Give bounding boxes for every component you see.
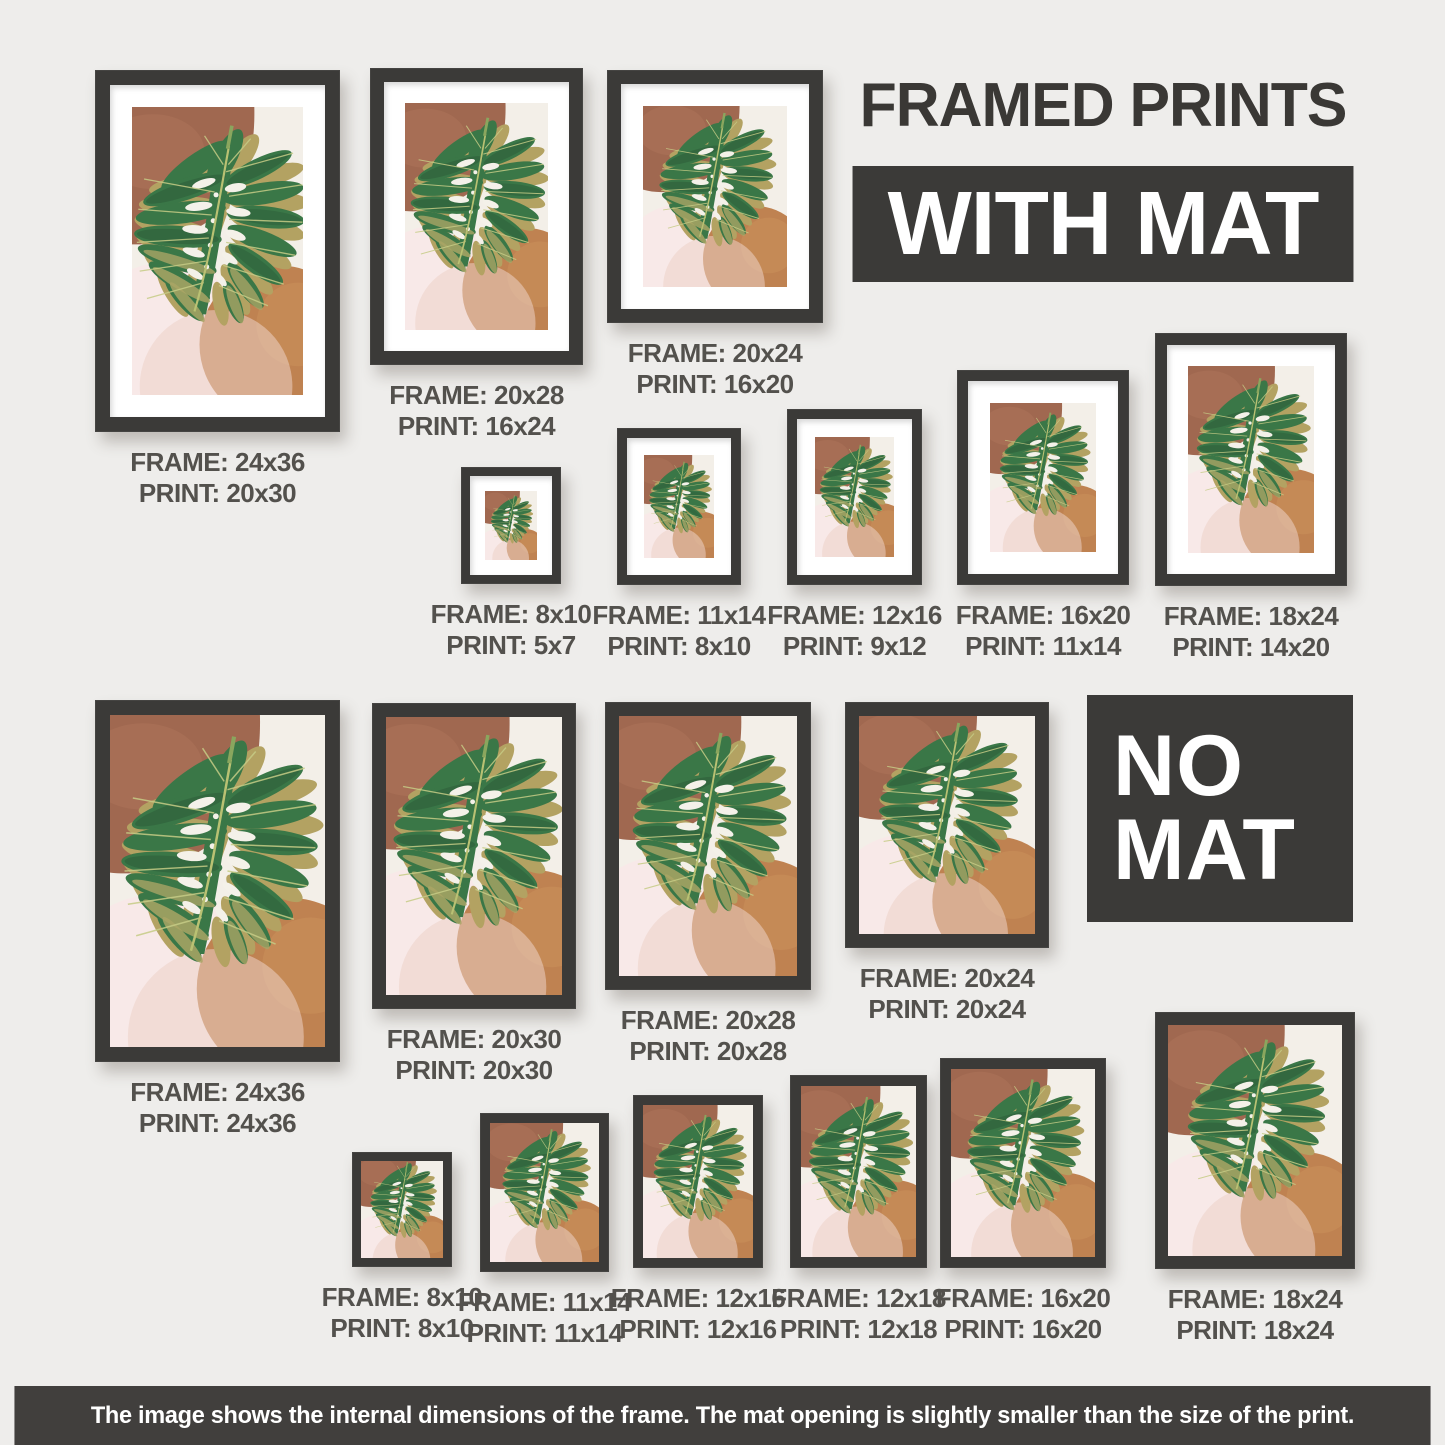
print-area xyxy=(801,1086,916,1257)
monstera-artwork xyxy=(1168,1025,1342,1256)
with-mat-banner xyxy=(853,166,1354,282)
monstera-artwork xyxy=(990,403,1096,552)
mat xyxy=(470,476,552,575)
picture-frame xyxy=(617,428,741,585)
size-label xyxy=(130,1077,305,1138)
picture-frame xyxy=(607,70,823,323)
picture-frame xyxy=(352,1152,452,1267)
picture-frame xyxy=(370,68,583,365)
mat xyxy=(797,419,912,575)
print-area xyxy=(485,491,537,560)
print-area xyxy=(132,107,303,395)
frame-group-with-mat-16x20 xyxy=(957,370,1129,661)
frame-size-label: FRAME: 20x28 xyxy=(620,1005,796,1035)
size-label xyxy=(1164,601,1339,662)
print-size-label: PRINT: 24x36 xyxy=(138,1107,297,1138)
footer-note: The image shows the internal dimensions of the frame. The mat opening is slightly smaller than the size of the print. xyxy=(90,1401,1355,1429)
frame-group-no-mat-24x36 xyxy=(95,700,340,1138)
monstera-artwork xyxy=(859,716,1035,934)
frame-size-label: FRAME: 18x24 xyxy=(1163,601,1339,631)
size-label xyxy=(860,963,1035,1024)
size-label xyxy=(387,1024,562,1085)
print-size-label: PRINT: 11x14 xyxy=(466,1317,623,1348)
frame-group-with-mat-20x28 xyxy=(370,68,583,441)
print-size-label: PRINT: 14x20 xyxy=(1172,631,1330,662)
no-mat-banner-line2: MAT xyxy=(1113,801,1296,898)
frame-group-with-mat-12x16 xyxy=(767,409,942,661)
print-size-label: PRINT: 8x10 xyxy=(330,1312,474,1343)
monstera-artwork xyxy=(815,437,894,557)
frame-group-no-mat-12x16 xyxy=(610,1095,786,1344)
picture-frame xyxy=(372,703,576,1009)
mat xyxy=(1167,345,1335,574)
print-size-label: PRINT: 12x16 xyxy=(619,1313,777,1344)
print-area xyxy=(110,715,325,1047)
frame-size-label: FRAME: 18x24 xyxy=(1167,1284,1343,1314)
print-size-label: PRINT: 8x10 xyxy=(607,630,751,661)
size-label xyxy=(611,1283,786,1344)
with-mat-banner-label: WITH MAT xyxy=(887,173,1319,274)
picture-frame xyxy=(605,702,811,990)
frame-size-label: FRAME: 16x20 xyxy=(955,600,1131,630)
monstera-artwork xyxy=(132,107,303,395)
print-area xyxy=(815,437,894,557)
page-title: FRAMED PRINTS xyxy=(859,71,1347,140)
no-mat-banner xyxy=(1087,695,1353,922)
picture-frame xyxy=(940,1058,1106,1268)
frame-group-no-mat-20x30 xyxy=(372,703,576,1085)
frame-size-label: FRAME: 24x36 xyxy=(130,1077,305,1107)
print-area xyxy=(1188,366,1314,553)
monstera-artwork xyxy=(644,455,714,558)
frame-size-label: FRAME: 20x24 xyxy=(627,338,803,368)
picture-frame xyxy=(1155,1012,1355,1269)
print-area xyxy=(643,1105,753,1258)
size-label xyxy=(592,600,765,661)
frame-size-label: FRAME: 12x18 xyxy=(771,1283,946,1313)
frame-group-with-mat-8x10 xyxy=(430,467,592,660)
print-size-label: PRINT: 16x20 xyxy=(636,368,794,399)
frame-size-label: FRAME: 20x28 xyxy=(389,380,564,410)
monstera-artwork xyxy=(951,1069,1095,1257)
print-size-label: PRINT: 16x24 xyxy=(397,410,556,441)
monstera-artwork xyxy=(386,717,562,995)
print-size-label: PRINT: 20x30 xyxy=(138,477,297,508)
size-label xyxy=(431,599,592,660)
print-area xyxy=(619,716,797,976)
monstera-artwork xyxy=(619,716,797,976)
size-label xyxy=(956,600,1131,661)
print-area xyxy=(644,455,714,558)
print-size-label: PRINT: 12x18 xyxy=(779,1313,938,1344)
print-size-label: PRINT: 20x30 xyxy=(395,1054,553,1085)
picture-frame xyxy=(957,370,1129,585)
mat xyxy=(968,381,1118,574)
picture-frame xyxy=(845,702,1049,948)
frame-group-with-mat-20x24 xyxy=(607,70,823,399)
size-label xyxy=(1168,1284,1343,1345)
size-label xyxy=(130,447,305,508)
size-label xyxy=(628,338,803,399)
size-label xyxy=(771,1283,946,1344)
print-area xyxy=(1168,1025,1342,1256)
print-area xyxy=(490,1123,599,1262)
picture-frame xyxy=(461,467,561,584)
frame-group-no-mat-12x18 xyxy=(771,1075,946,1344)
mat xyxy=(627,438,731,575)
print-area xyxy=(951,1069,1095,1257)
picture-frame xyxy=(790,1075,927,1268)
frame-size-label: FRAME: 12x16 xyxy=(767,600,942,630)
picture-frame xyxy=(95,700,340,1062)
picture-frame xyxy=(633,1095,763,1268)
frame-group-with-mat-24x36 xyxy=(95,70,340,508)
monstera-artwork xyxy=(490,1123,599,1262)
mat xyxy=(110,85,325,417)
footer-note-bar xyxy=(14,1386,1430,1445)
frame-size-label: FRAME: 11x14 xyxy=(457,1287,632,1317)
print-area xyxy=(405,103,548,330)
monstera-artwork xyxy=(361,1161,443,1258)
frame-group-no-mat-8x10 xyxy=(321,1152,483,1343)
frame-group-no-mat-20x24 xyxy=(845,702,1049,1024)
print-size-label: PRINT: 16x20 xyxy=(944,1313,1102,1344)
print-size-label: PRINT: 11x14 xyxy=(965,630,1121,661)
frame-size-label: FRAME: 20x30 xyxy=(386,1024,562,1054)
frame-size-label: FRAME: 8x10 xyxy=(321,1282,483,1312)
size-label xyxy=(621,1005,796,1066)
print-size-label: PRINT: 5x7 xyxy=(446,629,576,660)
frame-size-label: FRAME: 24x36 xyxy=(130,447,305,477)
frame-size-label: FRAME: 16x20 xyxy=(935,1283,1111,1313)
picture-frame xyxy=(95,70,340,432)
monstera-artwork xyxy=(110,715,325,1047)
no-mat-banner-line1: NO xyxy=(1113,718,1244,815)
print-size-label: PRINT: 18x24 xyxy=(1176,1314,1334,1345)
frame-group-no-mat-11x14 xyxy=(457,1113,632,1348)
print-area xyxy=(990,403,1096,552)
size-label xyxy=(458,1287,631,1348)
monstera-artwork xyxy=(1188,366,1314,553)
frame-group-with-mat-11x14 xyxy=(592,428,766,661)
size-label xyxy=(767,600,942,661)
print-area xyxy=(361,1161,443,1258)
print-area xyxy=(643,106,787,287)
print-area xyxy=(386,717,562,995)
frame-size-label: FRAME: 8x10 xyxy=(430,599,592,629)
print-size-label: PRINT: 20x24 xyxy=(868,993,1026,1024)
picture-frame xyxy=(1155,333,1347,586)
mat xyxy=(621,84,809,309)
print-area xyxy=(859,716,1035,934)
frame-size-label: FRAME: 12x16 xyxy=(610,1283,786,1313)
frame-group-no-mat-16x20 xyxy=(935,1058,1111,1344)
monstera-artwork xyxy=(801,1086,916,1257)
monstera-artwork xyxy=(643,1105,753,1258)
mat xyxy=(384,82,569,351)
print-size-label: PRINT: 20x28 xyxy=(629,1035,787,1066)
frame-group-with-mat-18x24 xyxy=(1155,333,1347,662)
frame-size-label: FRAME: 20x24 xyxy=(859,963,1035,993)
frame-group-no-mat-18x24 xyxy=(1155,1012,1355,1345)
monstera-artwork xyxy=(643,106,787,287)
monstera-artwork xyxy=(405,103,548,330)
frame-size-label: FRAME: 11x14 xyxy=(592,600,766,630)
picture-frame xyxy=(787,409,922,585)
picture-frame xyxy=(480,1113,609,1272)
frame-group-no-mat-20x28 xyxy=(605,702,811,1066)
print-size-label: PRINT: 9x12 xyxy=(782,630,927,661)
monstera-artwork xyxy=(485,491,537,560)
size-label xyxy=(389,380,564,441)
size-label xyxy=(936,1283,1111,1344)
